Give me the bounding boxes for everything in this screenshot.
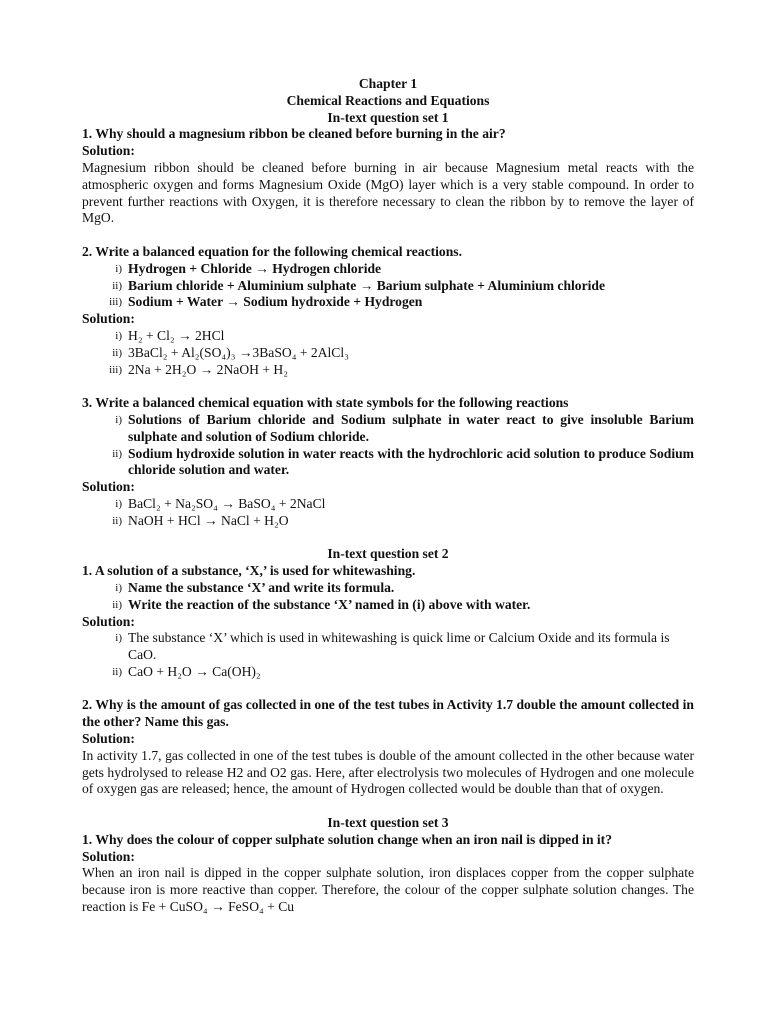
set2-q1-solution: ii) CaO + H₂O → Ca(OH)₂ (112, 663, 261, 679)
q2-item: i) Hydrogen + Chloride → Hydrogen chloride (115, 260, 382, 276)
chapter-number: Chapter 1 (358, 76, 418, 91)
set1-heading: In-text question set 1 (327, 109, 449, 125)
q2-solution: ii) 3BaCl₂ + Al₂(SO₄)₃ →3BaSO₄ + 2AlCl₃ (112, 344, 349, 360)
q3-solution: i) BaCl₂ + Na₂SO₄ → BaSO₄ + 2NaCl (115, 495, 326, 511)
set2-q1-solution: i) The substance ‘X’ which is used in whitewashing is quick lime or Calcium Oxide and its formula is CaO. (115, 630, 670, 663)
q2-question: 2. Write a balanced equation for the following chemical reactions. (82, 243, 462, 259)
chapter-title: Chemical Reactions and Equations (286, 92, 490, 108)
set2-q2-answer: In activity 1.7, gas collected in one of the test tubes is double of the amount collected in the other because water gets hydrolysed to release H2 and O2 gas. Here, after electrolysis two molecules of Hydrogen and one molecule of oxygen gas are released; hence, the amount of Hydrogen collected would be double than that of oxygen. (82, 747, 694, 797)
q3-solution: ii) NaOH + HCl → NaCl + H₂O (112, 512, 289, 528)
solution-label: Solution: (82, 479, 135, 495)
solution-label: Solution: (82, 848, 135, 864)
solution-label: Solution: (82, 613, 135, 629)
solution-label: Solution: (82, 311, 135, 327)
q2-item: ii) Barium chloride + Aluminium sulphate → Barium sulphate + Aluminium chloride (112, 277, 605, 293)
q3-item: i) Solutions of Barium chloride and Sodium sulphate in water react to give insoluble Barium sulphate and solution of Sodium chloride. (115, 411, 694, 444)
q3-question: 3. Write a balanced chemical equation with state symbols for the following reactions (82, 395, 569, 411)
q1-question: 1. Why should a magnesium ribbon be cleaned before burning in the air? (82, 126, 506, 142)
q1-answer: Magnesium ribbon should be cleaned before burning in air because Magnesium metal reacts with the atmospheric oxygen and forms Magnesium Oxide (MgO) layer which is a very stable compound. In order to prevent further reactions with Oxygen, it is therefore necessary to clean the ribbon by to remove the layer of MgO. (82, 159, 694, 226)
solution-label: Solution: (82, 731, 135, 747)
document-page (82, 76, 694, 916)
q2-item: iii) Sodium + Water → Sodium hydroxide + Hydrogen (109, 294, 423, 310)
q3-item: ii) Sodium hydroxide solution in water reacts with the hydrochloric acid solution to produce Sodium chloride solution and water. (112, 445, 694, 478)
set2-heading: In-text question set 2 (327, 546, 449, 562)
q2-solution: i) H₂ + Cl₂ → 2HCl (115, 327, 225, 343)
set3-q1-answer: When an iron nail is dipped in the copper sulphate solution, iron displaces copper from the copper sulphate because iron is more reactive than copper. Therefore, the colour of the copper sulphate solution changes. The reaction is Fe + CuSO₄ → FeSO₄ + Cu (82, 865, 694, 915)
set3-heading: In-text question set 3 (327, 815, 449, 831)
set2-q2-question: 2. Why is the amount of gas collected in one of the test tubes in Activity 1.7 double the amount collected in the other? Name this gas. (82, 697, 694, 730)
q2-solution: iii) 2Na + 2H₂O → 2NaOH + H₂ (109, 361, 288, 377)
set2-q1-item: i) Name the substance ‘X’ and write its formula. (115, 579, 395, 595)
solution-label: Solution: (82, 143, 135, 159)
set3-q1-question: 1. Why does the colour of copper sulphate solution change when an iron nail is dipped in it? (82, 831, 613, 847)
set2-q1-question: 1. A solution of a substance, ‘X,’ is used for whitewashing. (82, 563, 416, 579)
set2-q1-item: ii) Write the reaction of the substance ‘X’ named in (i) above with water. (112, 596, 531, 612)
